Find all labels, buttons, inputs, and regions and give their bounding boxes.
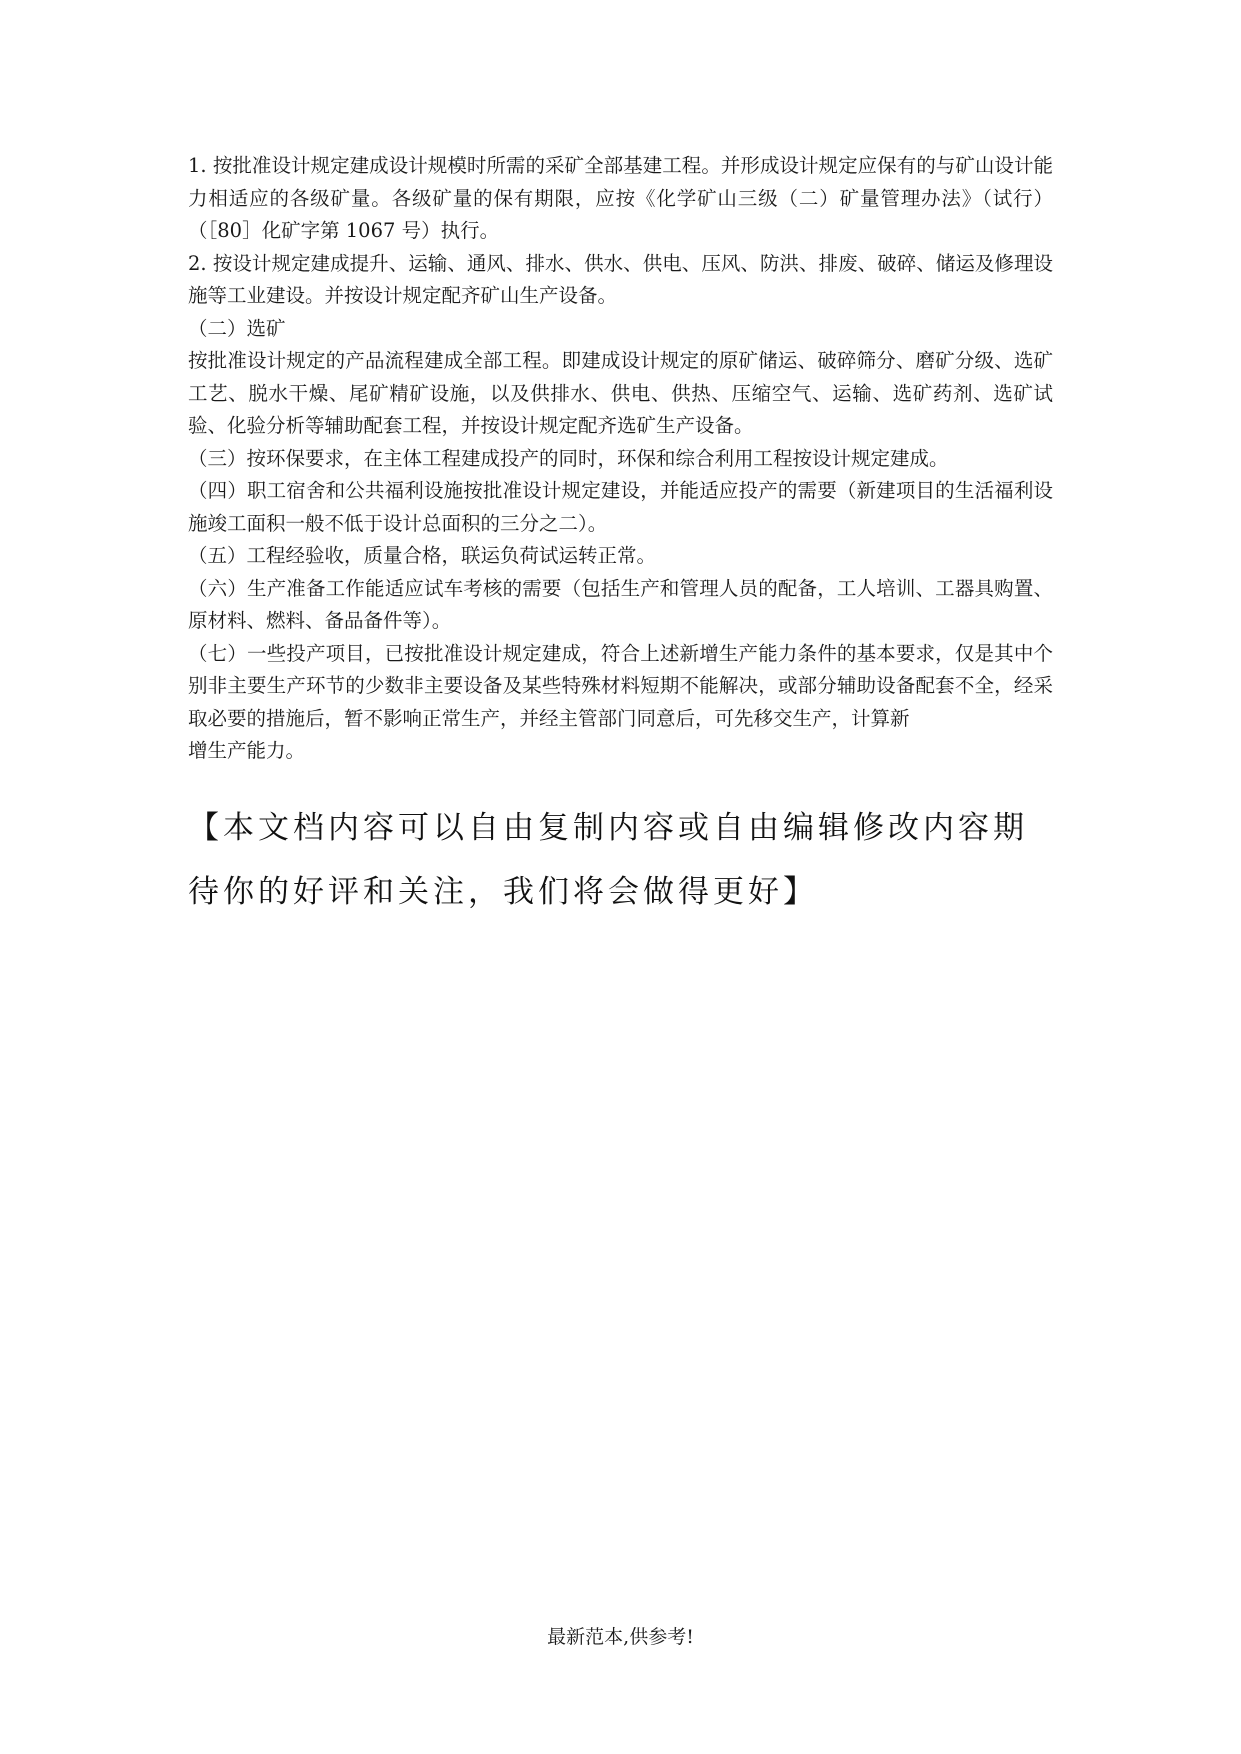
document-body: [188, 150, 1053, 924]
paragraph-acceptance: （五）工程经验收，质量合格，联运负荷试运转正常。: [188, 544, 657, 567]
paragraph-partial-handover: （七）一些投产项目，已按批准设计规定建成，符合上述新增生产能力条件的基本要求，仅是其中个别非主要生产环节的少数非主要设备及某些特殊材料短期不能解决，或部分辅助设备配套不全，经采取必要的措施后，暂不影响正常生产，并经主管部门同意后，可先移交生产，计算新: [188, 641, 1053, 730]
paragraph-mining-item-1: 1. 按批准设计规定建成设计规模时所需的采矿全部基建工程。并形成设计规定应保有的与矿山设计能力相适应的各级矿量。各级矿量的保有期限，应按《化学矿山三级（二）矿量管理办法》（试行）（［80］化矿字第 1067 号）执行。: [188, 154, 1053, 242]
paragraph-continuation: 增生产能力。: [188, 739, 306, 762]
paragraph-environmental: （三）按环保要求，在主体工程建成投产的同时，环保和综合利用工程按设计规定建成。: [188, 446, 949, 470]
section-heading-beneficiation: （二）选矿: [188, 316, 286, 340]
editable-notice: 【本文档内容可以自由复制内容或自由编辑修改内容期待你的好评和关注，我们将会做得更好】: [188, 809, 1028, 910]
paragraph-beneficiation: 按批准设计规定的产品流程建成全部工程。即建成设计规定的原矿储运、破碎筛分、磨矿分级、选矿工艺、脱水干燥、尾矿精矿设施，以及供排水、供电、供热、压缩空气、运输、选矿药剂、选矿试验、化验分析等辅助配套工程，并按设计规定配齐选矿生产设备。: [188, 349, 1053, 437]
page-footer: 最新范本,供参考!: [547, 1626, 694, 1648]
paragraph-welfare-facilities: （四）职工宿舍和公共福利设施按批准设计规定建设，并能适应投产的需要（新建项目的生活福利设施竣工面积一般不低于设计总面积的三分之二）。: [188, 479, 1053, 535]
paragraph-production-preparation: （六）生产准备工作能适应试车考核的需要（包括生产和管理人员的配备，工人培训、工器具购置、原材料、燃料、备品备件等）。: [188, 576, 1053, 632]
paragraph-mining-item-2: 2. 按设计规定建成提升、运输、通风、排水、供水、供电、压风、防洪、排废、破碎、储运及修理设施等工业建设。并按设计规定配齐矿山生产设备。: [188, 251, 1053, 307]
